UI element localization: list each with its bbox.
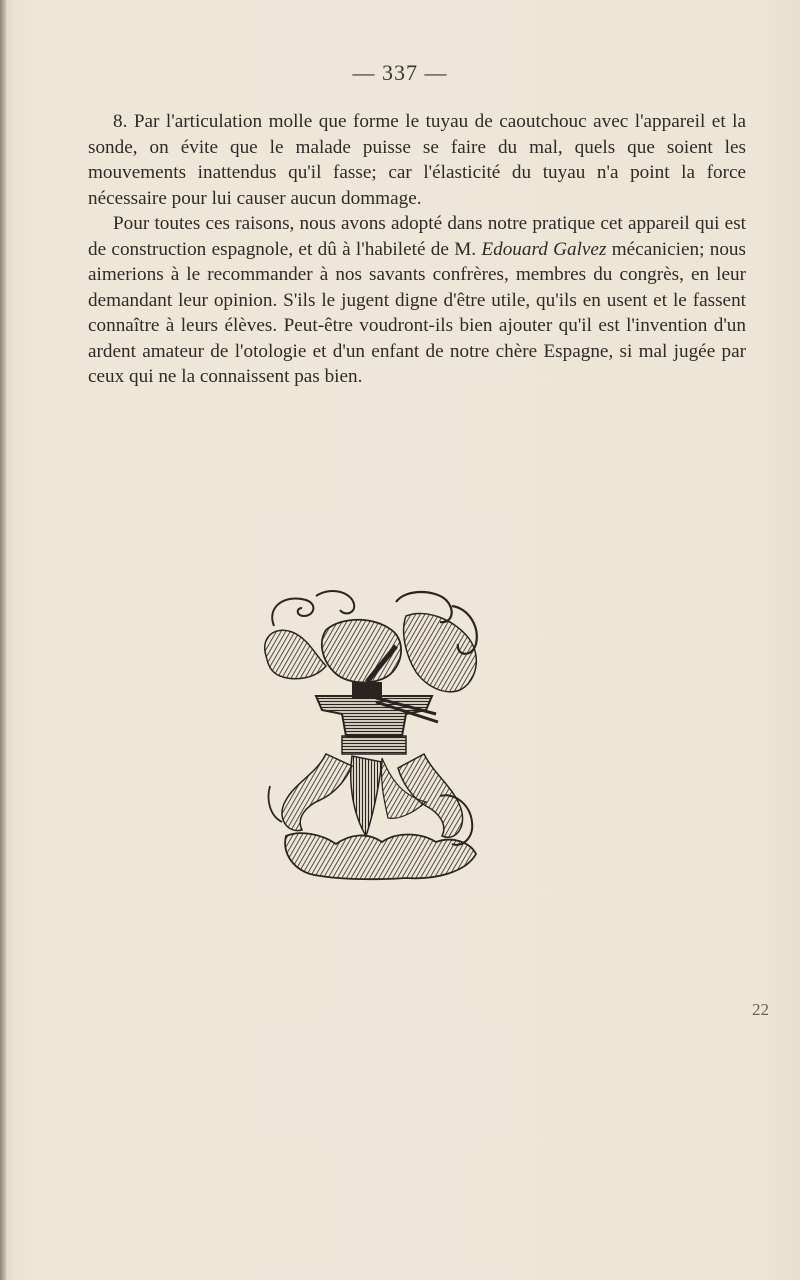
- signature-mark: 22: [752, 1000, 769, 1019]
- mechanic-name: Edouard Galvez: [481, 238, 607, 260]
- anvil-hammer-vignette-icon: [256, 586, 494, 882]
- paragraph-2: [88, 211, 746, 390]
- page-number: — 337 —: [352, 60, 448, 85]
- paragraph-1: 8. Par l'articulation molle que forme le tuyau de caoutchouc avec l'appareil et la sonde, on évite que le malade puisse se faire du mal, quels que soient les mouvements inattendus qu'il fasse; car l'élasticité du tuyau n'a point la force nécessaire pour lui causer aucun dommage.: [88, 111, 746, 209]
- paragraph-2-start: Pour toutes ces raisons, nous avons adopté dans notre pratique cet appareil qui est de construction espagnole, et dû à l'habileté de M.: [88, 213, 746, 260]
- paragraph-2-end: mécanicien; nous aimerions à le recommander à nos savants confrères, membres du congrès, en leur demandant leur opinion. S'ils le jugent digne d'être utile, qu'ils en usent et le fassent connaître à leurs élèves. Peut-être voudront-ils bien ajouter qu'il est l'invention d'un ardent amateur de l'otologie et d'un enfant de notre chère Espagne, si mal jugée par ceux qui ne la connaissent pas bien.: [88, 238, 746, 387]
- page-binding-edge: [0, 0, 6, 1280]
- body-text: [88, 109, 746, 390]
